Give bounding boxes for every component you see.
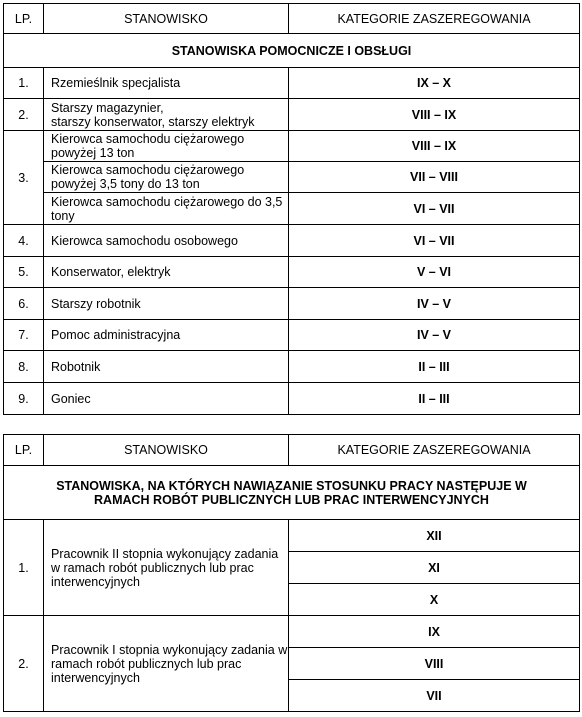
table-stanowiska-pomocnicze — [3, 3, 580, 415]
row-stanowisko — [44, 616, 289, 712]
row-lp: 8. — [4, 351, 44, 383]
name-line: powyżej 13 ton — [51, 146, 135, 160]
table-row — [4, 225, 580, 257]
table-row — [4, 131, 580, 162]
name-line: Kierowca samochodu ciężarowego — [51, 163, 245, 177]
row-lp: 2. — [4, 99, 44, 131]
name-line: w ramach robót publicznych lub prac — [51, 560, 254, 575]
row-lp: 9. — [4, 383, 44, 415]
row-kategoria: V – VI — [289, 257, 580, 288]
row-lp: 2. — [4, 616, 44, 712]
table-row — [4, 616, 580, 648]
name-line: Pracownik II stopnia wykonujący zadania — [51, 546, 279, 561]
section-title-line: STANOWISKA, NA KTÓRYCH NAWIĄZANIE STOSUNKU PRACY NASTĘPUJE W — [56, 478, 527, 493]
table-row — [4, 520, 580, 552]
row-lp: 6. — [4, 288, 44, 320]
name-line: Starszy magazynier, — [51, 100, 164, 115]
name-line: Kierowca samochodu ciężarowego do 3,5 — [51, 194, 283, 209]
row-lp: 1. — [4, 68, 44, 99]
row-stanowisko: Robotnik — [44, 351, 289, 383]
header-kategorie: KATEGORIE ZASZEREGOWANIA — [289, 4, 580, 34]
row-kategoria: VI – VII — [289, 193, 580, 225]
row-stanowisko: Rzemieślnik specjalista — [44, 68, 289, 99]
row-stanowisko — [44, 131, 289, 162]
row-lp: 3. — [4, 131, 44, 225]
row-kategoria: II – III — [289, 351, 580, 383]
row-kategoria: X — [289, 584, 580, 616]
row-kategoria: VIII – IX — [289, 131, 580, 162]
row-stanowisko: Goniec — [44, 383, 289, 415]
table-row — [4, 68, 580, 99]
name-line: tony — [51, 208, 75, 223]
table-roboty-publiczne — [3, 434, 580, 712]
row-stanowisko — [44, 99, 289, 131]
table-row — [4, 193, 580, 225]
row-lp: 5. — [4, 257, 44, 288]
name-line: starszy konserwator, starszy elektryk — [51, 114, 255, 129]
row-kategoria: VII — [289, 680, 580, 712]
row-kategoria: VIII — [289, 648, 580, 680]
name-line: ramach robót publicznych lub prac — [51, 656, 242, 671]
table-row — [4, 99, 580, 131]
row-kategoria: XII — [289, 520, 580, 552]
name-line: Pracownik I stopnia wykonujący zadania w — [51, 642, 288, 657]
row-kategoria: VII – VIII — [289, 162, 580, 193]
name-line: interwencyjnych — [51, 670, 140, 685]
table-row — [4, 288, 580, 320]
row-kategoria: VI – VII — [289, 225, 580, 257]
row-kategoria: IV – V — [289, 320, 580, 351]
row-kategoria: IX – X — [289, 68, 580, 99]
section-title-line: RAMACH ROBÓT PUBLICZNYCH LUB PRAC INTERWENCYJNYCH — [94, 492, 489, 507]
row-stanowisko: Konserwator, elektryk — [44, 257, 289, 288]
table-row — [4, 351, 580, 383]
row-kategoria: II – III — [289, 383, 580, 415]
header-lp: LP. — [4, 435, 44, 466]
section-title — [4, 466, 580, 520]
row-kategoria: VIII – IX — [289, 99, 580, 131]
row-lp: 1. — [4, 520, 44, 616]
row-kategoria: IX — [289, 616, 580, 648]
table-row — [4, 320, 580, 351]
row-stanowisko — [44, 193, 289, 225]
header-stanowisko: STANOWISKO — [44, 435, 289, 466]
row-lp: 7. — [4, 320, 44, 351]
table-row — [4, 257, 580, 288]
header-stanowisko: STANOWISKO — [44, 4, 289, 34]
row-kategoria: IV – V — [289, 288, 580, 320]
row-stanowisko — [44, 162, 289, 193]
name-line: Kierowca samochodu ciężarowego — [51, 132, 245, 146]
row-stanowisko: Pomoc administracyjna — [44, 320, 289, 351]
row-stanowisko: Kierowca samochodu osobowego — [44, 225, 289, 257]
table-row — [4, 383, 580, 415]
row-kategoria: XI — [289, 552, 580, 584]
row-lp: 4. — [4, 225, 44, 257]
table-row — [4, 162, 580, 193]
section-title: STANOWISKA POMOCNICZE I OBSŁUGI — [4, 34, 580, 68]
row-stanowisko: Starszy robotnik — [44, 288, 289, 320]
row-stanowisko — [44, 520, 289, 616]
name-line: interwencyjnych — [51, 574, 140, 589]
name-line: powyżej 3,5 tony do 13 ton — [51, 177, 200, 191]
header-kategorie: KATEGORIE ZASZEREGOWANIA — [289, 435, 580, 466]
header-lp: LP. — [4, 4, 44, 34]
